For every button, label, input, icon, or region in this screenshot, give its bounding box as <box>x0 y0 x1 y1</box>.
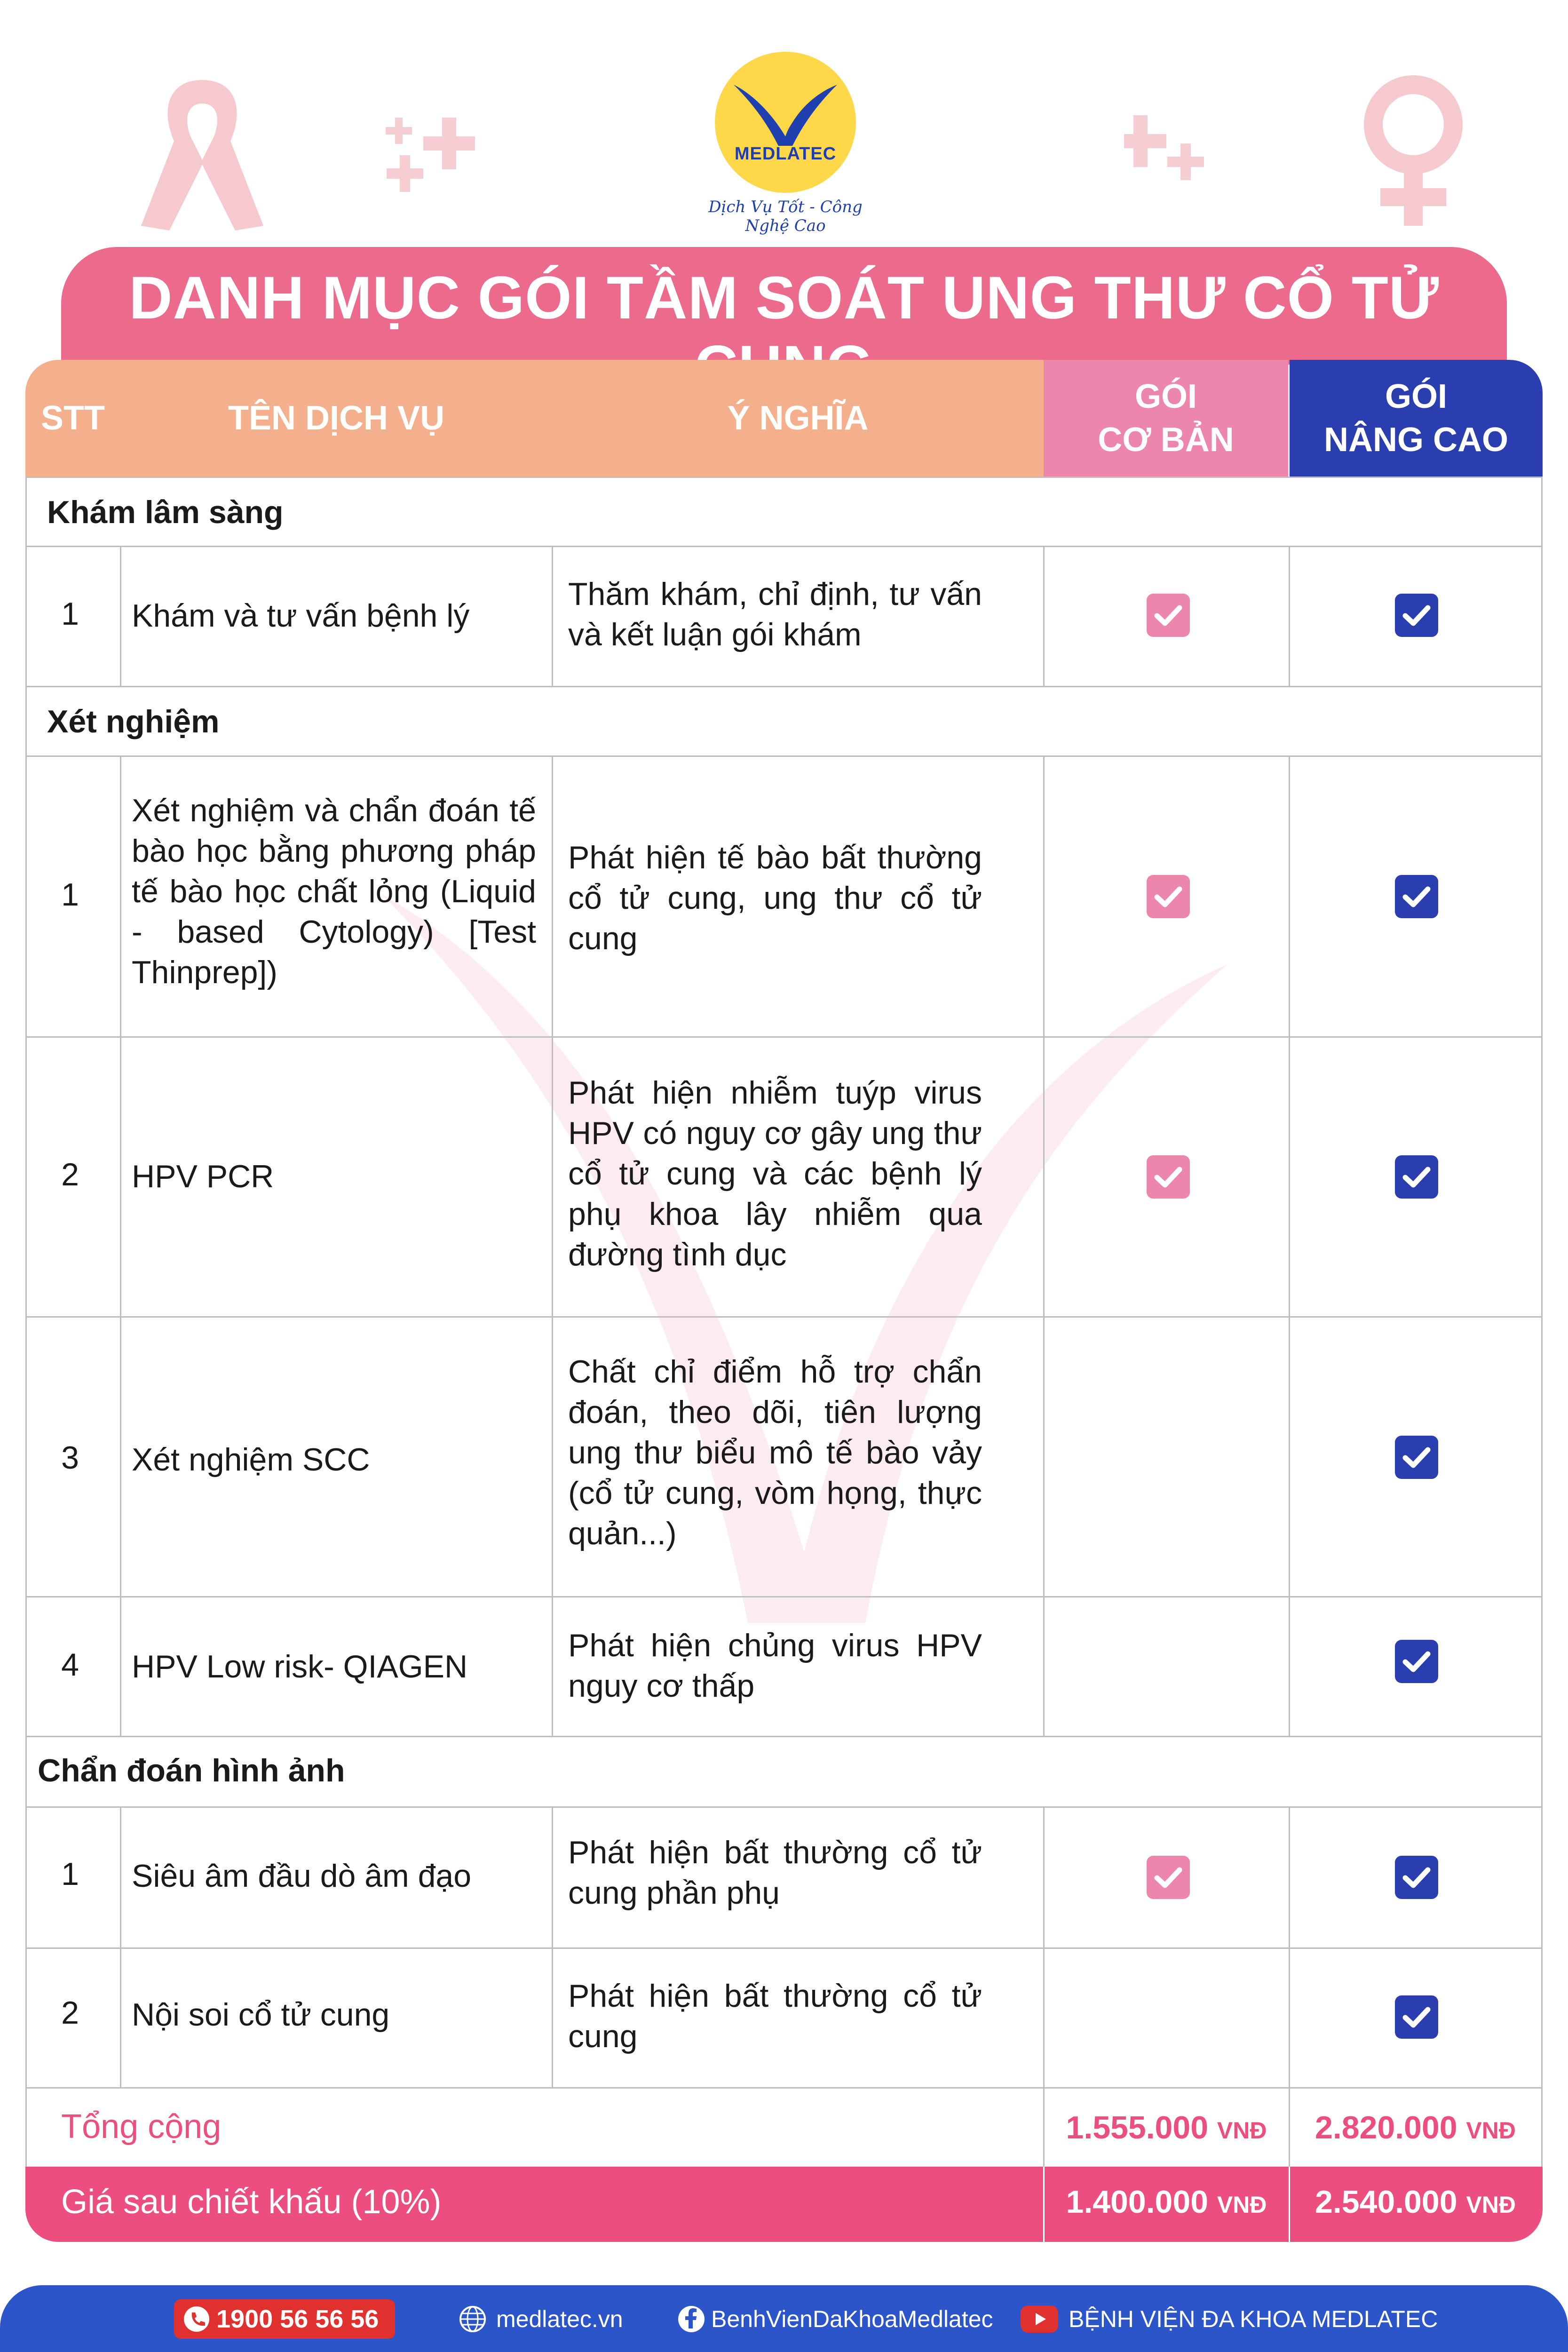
col-divider <box>1043 546 1045 686</box>
row-divider <box>25 1736 1543 1737</box>
row-number: 2 <box>61 1157 79 1192</box>
advanced-included-check-icon <box>1395 1436 1438 1479</box>
advanced-discount-price: 2.540.000 VNĐ <box>1315 2184 1516 2220</box>
basic-included-check-icon <box>1147 1155 1190 1199</box>
facebook-icon <box>677 2305 705 2333</box>
row-divider <box>25 1316 1543 1318</box>
header-basic-package: GÓI CƠ BẢN <box>1044 360 1288 477</box>
col-divider <box>120 1806 121 2087</box>
row-number: 1 <box>61 596 79 632</box>
col-divider <box>1043 755 1045 1736</box>
service-name: Nội soi cổ tử cung <box>132 1997 390 2033</box>
service-name: Khám và tư vấn bệnh lý <box>132 598 470 634</box>
section-title-imaging: Chẩn đoán hình ảnh <box>38 1753 345 1788</box>
globe-icon <box>459 2305 487 2333</box>
facebook-link[interactable]: BenhVienDaKhoaMedlatec <box>677 2300 993 2338</box>
basic-discount-price: 1.400.000 VNĐ <box>1066 2184 1267 2220</box>
row-number: 1 <box>61 1856 79 1892</box>
advanced-total-price: 2.820.000 VNĐ <box>1315 2110 1516 2145</box>
service-name: Xét nghiệm và chẩn đoán tế bào học bằng phương pháp tế bào học chất lỏng (Liquid - based Cytology) [Test Thinprep]) <box>132 793 536 990</box>
row-divider <box>25 755 1543 757</box>
row-divider <box>25 686 1543 687</box>
row-divider <box>25 1036 1543 1038</box>
discount-label: Giá sau chiết khấu (10%) <box>61 2183 442 2221</box>
header-advanced-package: GÓI NÂNG CAO <box>1290 360 1543 477</box>
col-divider <box>120 755 121 1736</box>
section-title-clinical: Khám lâm sàng <box>47 494 284 530</box>
youtube-icon <box>1021 2305 1058 2333</box>
table-border-right <box>1541 477 1543 2167</box>
page-title: DANH MỤC GÓI TẦM SOÁT UNG THƯ CỔ TỬ <box>129 264 1439 332</box>
row-divider <box>25 1947 1543 1949</box>
hotline[interactable]: 1900 56 56 56 <box>183 2299 379 2339</box>
phone-icon <box>183 2306 210 2332</box>
table-border-left <box>25 477 27 2167</box>
row-number: 3 <box>61 1440 79 1476</box>
section-title-lab: Xét nghiệm <box>47 704 220 739</box>
service-meaning: Thăm khám, chỉ định, tư vấn và kết luận gói khám <box>568 576 982 652</box>
header-meaning: Ý NGHĨA <box>552 360 1044 477</box>
col-divider <box>552 546 553 686</box>
service-meaning: Chất chỉ điểm hỗ trợ chẩn đoán, theo dõi, tiên lượng ung thư biểu mô tế bào vảy (cổ tử cung, vòm họng, thực quản...) <box>568 1354 982 1551</box>
advanced-included-check-icon <box>1395 1155 1438 1199</box>
basic-included-check-icon <box>1147 875 1190 918</box>
female-symbol-icon <box>1350 75 1477 230</box>
advanced-included-check-icon <box>1395 1856 1438 1899</box>
basic-included-check-icon <box>1147 1856 1190 1899</box>
col-divider <box>1289 546 1290 686</box>
sparkle-icon <box>1124 106 1218 200</box>
advanced-included-check-icon <box>1395 1995 1438 2039</box>
row-divider <box>25 477 1543 478</box>
service-name: Siêu âm đầu dò âm đạo <box>132 1858 472 1894</box>
row-divider <box>25 2087 1543 2089</box>
logo-text: MEDLATEC <box>734 144 837 164</box>
advanced-included-check-icon <box>1395 875 1438 918</box>
bird-icon <box>715 52 856 193</box>
col-divider <box>120 546 121 686</box>
col-divider <box>1289 755 1290 1736</box>
logo-slogan: Dịch Vụ Tốt - Công Nghệ Cao <box>708 198 863 235</box>
service-name: HPV Low risk- QIAGEN <box>132 1649 468 1685</box>
sparkle-icon <box>386 108 480 202</box>
row-number: 4 <box>61 1647 79 1683</box>
brand-logo <box>705 52 865 235</box>
row-divider <box>25 546 1543 547</box>
service-meaning: Phát hiện nhiễm tuýp virus HPV có nguy cơ gây ung thư cổ tử cung và các bệnh lý phụ khoa lây nhiễm qua đường tình dục <box>568 1075 982 1272</box>
advanced-included-check-icon <box>1395 594 1438 637</box>
advanced-included-check-icon <box>1395 1640 1438 1683</box>
col-divider <box>552 1806 553 2087</box>
header-service: TÊN DỊCH VỤ <box>120 360 552 477</box>
cancer-ribbon-icon <box>127 71 277 240</box>
row-number: 1 <box>61 877 79 913</box>
logo-circle <box>715 52 856 193</box>
website-link[interactable]: medlatec.vn <box>459 2300 623 2338</box>
service-meaning: Phát hiện tế bào bất thường cổ tử cung, ung thư cổ tử cung <box>568 840 982 956</box>
total-label: Tổng cộng <box>61 2108 222 2145</box>
youtube-link[interactable]: BỆNH VIỆN ĐA KHOA MEDLATEC <box>1021 2300 1438 2338</box>
row-divider <box>25 1596 1543 1597</box>
service-meaning: Phát hiện bất thường cổ tử cung phần phụ <box>568 1835 982 1911</box>
col-divider <box>552 755 553 1736</box>
service-name: Xét nghiệm SCC <box>132 1442 370 1478</box>
service-meaning: Phát hiện chủng virus HPV nguy cơ thấp <box>568 1628 982 1704</box>
header-stt: STT <box>25 360 120 477</box>
basic-total-price: 1.555.000 VNĐ <box>1066 2110 1267 2145</box>
row-divider <box>25 1806 1543 1808</box>
service-name: HPV PCR <box>132 1159 274 1194</box>
basic-included-check-icon <box>1147 594 1190 637</box>
row-number: 2 <box>61 1995 79 2031</box>
service-meaning: Phát hiện bất thường cổ tử cung <box>568 1978 982 2054</box>
